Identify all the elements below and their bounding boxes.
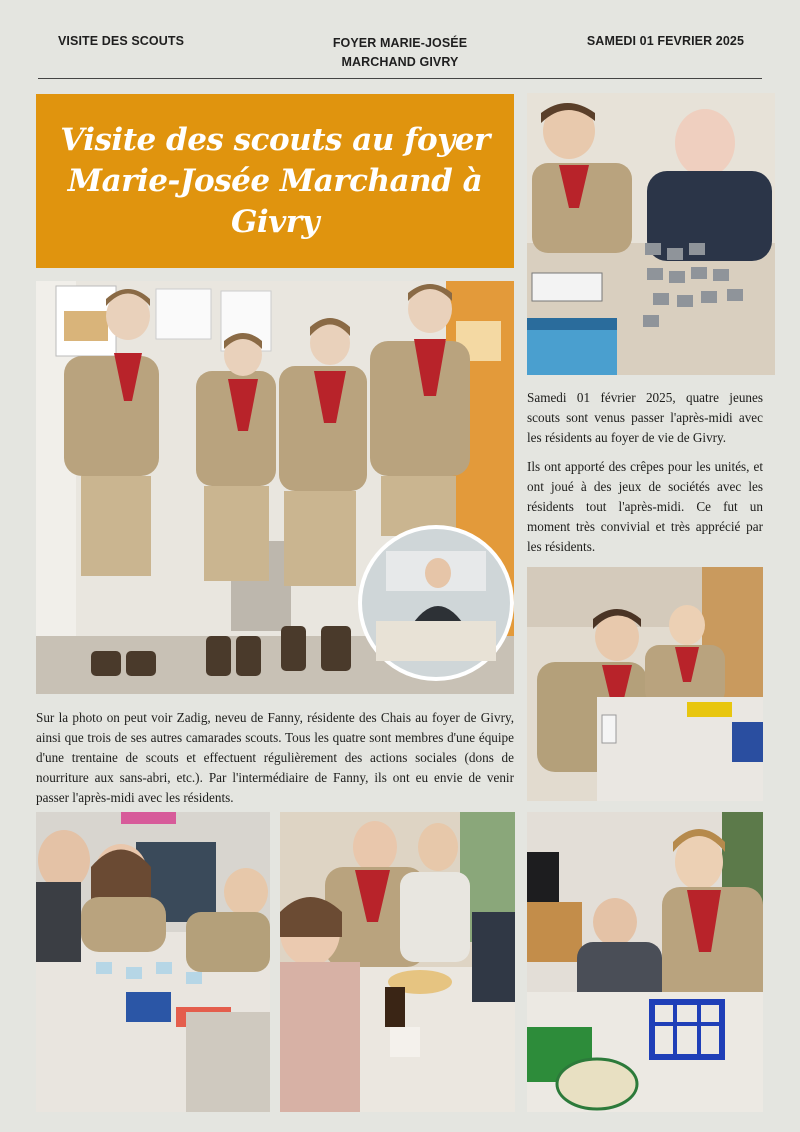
header-location-line2: MARCHAND GIVRY <box>341 55 459 69</box>
photo-memory-game <box>527 93 775 375</box>
photo-connect-four <box>527 812 763 1112</box>
photo-caption-paragraph: Sur la photo on peut voir Zadig, neveu de Fanny, résidente des Chais au foyer de Givry, ainsi que trois de ses autres camarades scouts. Tous les quatre sont membres d'une équipe d'une trentaine de scouts et effectuent régulièrement des actions sociales (dons de nourriture aux sans-abri, etc.). Par l'intermédiaire de Fanny, ils ont eu envie de venir passer l'après-midi avec les résidents. <box>36 710 514 805</box>
header-date: SAMEDI 01 FEVRIER 2025 <box>586 34 744 48</box>
header-section-label: VISITE DES SCOUTS <box>58 34 185 48</box>
header-location-line1: FOYER MARIE-JOSÉE <box>332 36 468 50</box>
main-photo-scouts <box>36 281 514 694</box>
header-location <box>300 34 500 72</box>
photo-card-game <box>36 812 270 1112</box>
activities-paragraph: Ils ont apporté des crêpes pour les unités, et ont joué à des jeux de sociétés avec les résidents tout l'après-midi. Ce fut un moment très convivial et très apprécié par les résidents. <box>527 459 763 554</box>
header-divider <box>38 78 762 79</box>
photo-table-game <box>527 567 763 801</box>
title-banner <box>36 94 514 268</box>
article-title: Visite des scouts au foyer Marie-Josée Marchand à Givry <box>60 121 490 240</box>
intro-paragraph: Samedi 01 février 2025, quatre jeunes scouts sont venus passer l'après-midi avec les résidents au foyer de vie de Givry. <box>527 390 763 445</box>
photo-crepes <box>280 812 515 1112</box>
